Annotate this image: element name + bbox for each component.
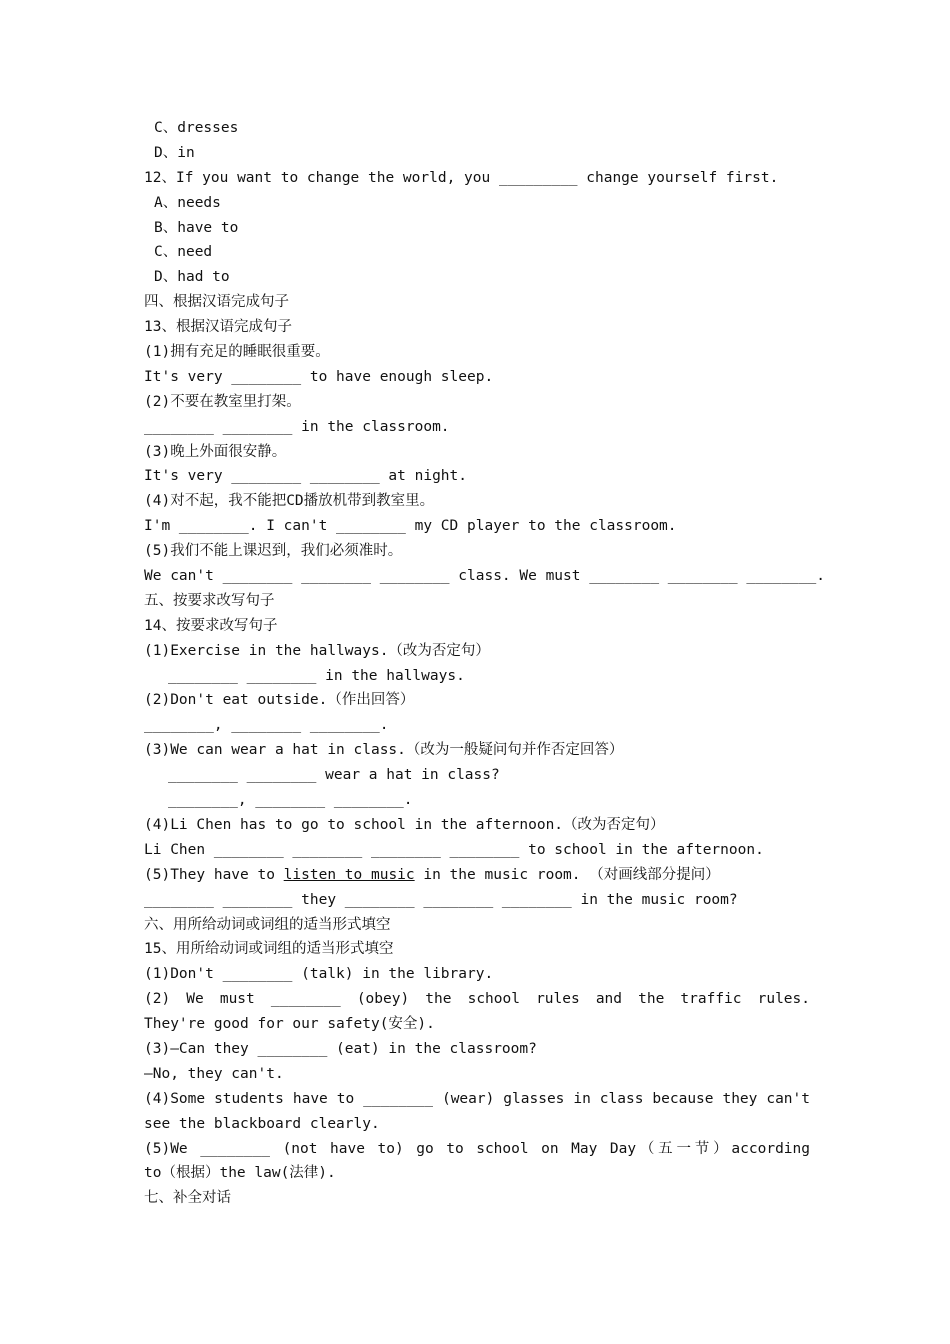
q15-item5-line1: (5)We ________ (not have to) go to school on May Day（五一节）according — [144, 1140, 810, 1157]
q15-item2-line2: They're good for our safety(安全). — [144, 1016, 435, 1033]
q13-item1-prompt: (1)拥有充足的睡眠很重要。 — [144, 344, 330, 361]
q14-item3: (3)We can wear a hat in class.（改为一般疑问句并作否定回答） — [144, 742, 624, 759]
q14-item3-answer-question: ________ ________ wear a hat in class? — [168, 767, 500, 784]
q15-item3-question: (3)—Can they ________ (eat) in the classroom? — [144, 1040, 537, 1057]
q15-item5-line2: to（根据）the law(法律). — [144, 1165, 336, 1182]
q13-title: 13、根据汉语完成句子 — [144, 319, 292, 336]
q15-item4-line2: see the blackboard clearly. — [144, 1115, 380, 1132]
section6-title: 六、用所给动词或词组的适当形式填空 — [144, 916, 391, 933]
q12-option-d: D、had to — [154, 269, 230, 286]
q14-item2: (2)Don't eat outside.（作出回答） — [144, 692, 415, 709]
q12-option-a: A、needs — [154, 194, 221, 211]
q14-item5 — [144, 863, 810, 888]
q14-item5-answer: ________ ________ they ________ ________ ________ in the music room? — [144, 891, 738, 908]
q14-item5-pre: (5)They have to — [144, 866, 284, 883]
q13-item2-prompt: (2)不要在教室里打架。 — [144, 393, 301, 410]
q14-item5-underlined-phrase: listen to music — [283, 866, 415, 883]
q14-item3-answer-reply: ________, ________ ________. — [168, 792, 413, 809]
q13-item3-sentence: It's very ________ ________ at night. — [144, 468, 468, 485]
section7-title: 七、补全对话 — [144, 1190, 231, 1207]
q15-item1: (1)Don't ________ (talk) in the library. — [144, 966, 494, 983]
q15-title: 15、用所给动词或词组的适当形式填空 — [144, 941, 394, 958]
q14-item4: (4)Li Chen has to go to school in the afternoon.（改为否定句） — [144, 816, 665, 833]
worksheet-content — [144, 116, 825, 1211]
q13-item5-sentence: We can't ________ ________ ________ class. We must ________ ________ ________. — [144, 568, 825, 585]
q13-item3-prompt: (3)晚上外面很安静。 — [144, 443, 287, 460]
q15-item2-line1: (2) We must ________ (obey) the school rules and the traffic rules. — [144, 991, 810, 1008]
q15-item3-answer: —No, they can't. — [144, 1065, 284, 1082]
q14-item1: (1)Exercise in the hallways.（改为否定句） — [144, 642, 490, 659]
q12-stem: 12、If you want to change the world, you _________ change yourself first. — [144, 169, 779, 186]
q14-item5-post: in the music room. （对画线部分提问） — [414, 866, 720, 883]
section5-title: 五、按要求改写句子 — [144, 592, 275, 609]
q11-option-c: C、dresses — [154, 120, 239, 136]
q13-item5-prompt: (5)我们不能上课迟到，我们必须准时。 — [144, 543, 403, 560]
q13-item2-sentence: ________ ________ in the classroom. — [144, 418, 450, 435]
q14-item1-answer: ________ ________ in the hallways. — [168, 667, 465, 684]
q13-item1-sentence: It's very ________ to have enough sleep. — [144, 368, 494, 385]
q12-option-b: B、have to — [154, 219, 239, 236]
q11-option-d: D、in — [154, 144, 195, 161]
q14-item4-answer: Li Chen ________ ________ ________ ________ to school in the afternoon. — [144, 841, 764, 858]
q14-item2-answer: ________, ________ ________. — [144, 717, 389, 734]
q12-option-c: C、need — [154, 244, 213, 261]
section4-title: 四、根据汉语完成句子 — [144, 294, 289, 311]
q14-title: 14、按要求改写句子 — [144, 617, 278, 634]
q13-item4-sentence: I'm ________. I can't ________ my CD player to the classroom. — [144, 518, 677, 535]
q15-item4-line1: (4)Some students have to ________ (wear) glasses in class because they can't — [144, 1090, 810, 1107]
q13-item4-prompt: (4)对不起，我不能把CD播放机带到教室里。 — [144, 493, 435, 510]
